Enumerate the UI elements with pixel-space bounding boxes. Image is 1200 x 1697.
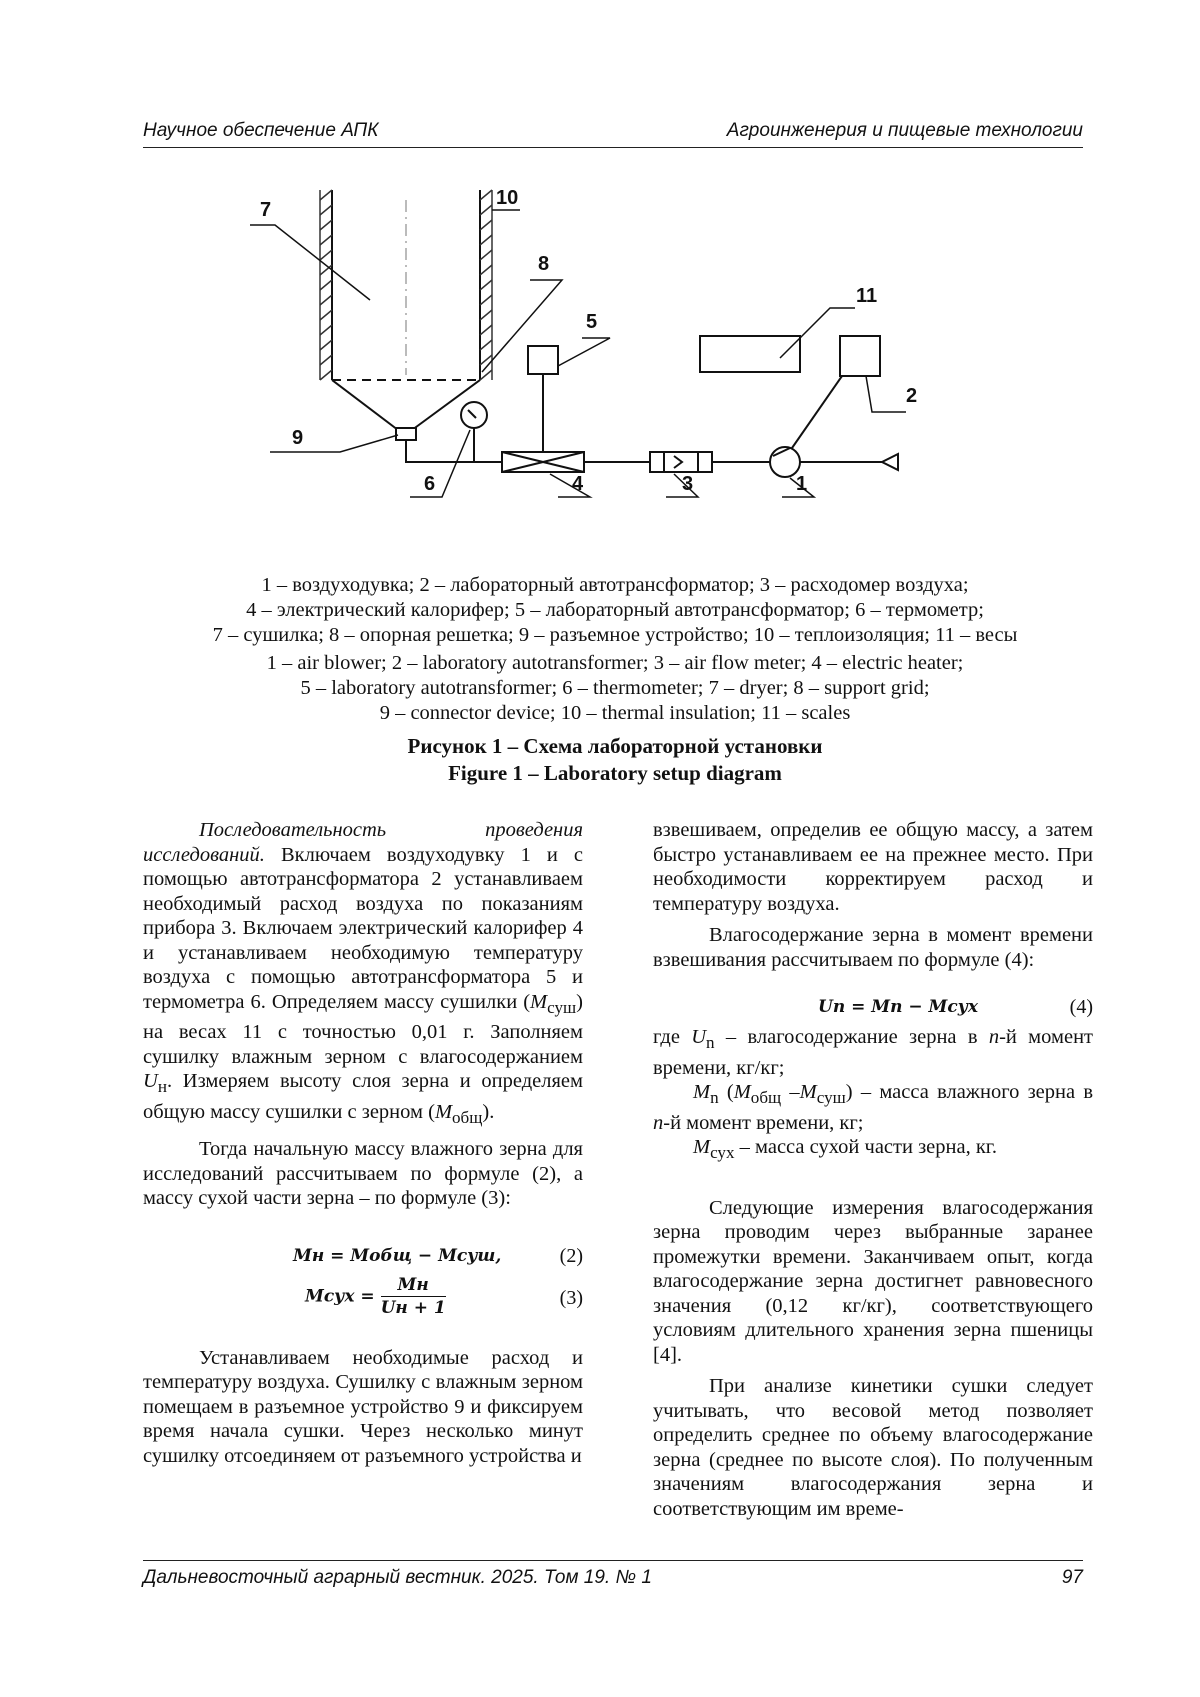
- running-header: [143, 120, 1083, 148]
- legend-ru-line: 1 – воздуходувка; 2 – лабораторный автотрансформатор; 3 – расходомер воздуха;: [261, 574, 969, 596]
- symbol: U: [143, 1070, 158, 1093]
- equation-2: [143, 1240, 583, 1274]
- electric-heater: [502, 373, 584, 472]
- header-journal-section: Научное обеспечение АПК: [143, 120, 379, 141]
- text-run: – влагосодержание зерна в: [714, 1026, 989, 1048]
- air-inlet-arrow: [882, 454, 898, 470]
- right-column: [653, 818, 1093, 1528]
- paragraph: Влагосодержание зерна в момент времени взвешивания рассчитываем по формуле (4):: [653, 924, 1093, 971]
- paragraph: взвешиваем, определив ее общую массу, а затем быстро устанавливаем ее на прежнее место. При необходимости корректируем расход и температуру воздуха.: [653, 819, 1093, 915]
- symbol: M: [530, 990, 548, 1013]
- paragraph: Устанавливаем необходимые расход и температуру воздуха. Сушилку с влажным зерном помещаем в разъемное устройство 9 и фиксируем время начала сушки. Через несколько минут сушилку отсоединяем от разъемного устройства и: [143, 1346, 583, 1467]
- legend-ru-line: 4 – электрический калорифер; 5 – лабораторный автотрансформатор; 6 – термометр;: [246, 599, 984, 621]
- header-topic: Агроинженерия и пищевые технологии: [726, 120, 1083, 141]
- legend-en-line: 9 – connector device; 10 – thermal insulation; 11 – scales: [379, 702, 851, 724]
- label-11: 11: [856, 285, 878, 307]
- label-9: 9: [292, 427, 304, 449]
- symbol: n: [653, 1111, 664, 1134]
- symbol: U: [691, 1026, 707, 1048]
- text-run: –: [781, 1081, 800, 1104]
- paragraph: Тогда начальную массу влажного зерна для исследований рассчитываем по формуле (2), а массу сухой части зерна – по формуле (3):: [143, 1138, 583, 1210]
- autotransformer-2: [840, 336, 880, 376]
- autotransformer-5: [528, 346, 558, 374]
- footer-citation: Дальневосточный аграрный вестник. 2025. Том 19. № 1: [143, 1567, 652, 1588]
- equation-number: (3): [559, 1286, 583, 1309]
- text-run: ) на весах 11 с точностью 0,01 г. Заполняем сушилку влажным зерном с влагосодержанием: [143, 990, 583, 1068]
- text-run: -й момент времени, кг/кг;: [653, 1026, 1093, 1079]
- text-run: -й момент времени, кг;: [663, 1111, 864, 1134]
- symbol-sub: общ: [750, 1088, 782, 1108]
- thermometer: [461, 402, 487, 462]
- equation-4-expr: Un = Mn − Mсух: [818, 997, 978, 1017]
- label-2: 2: [906, 385, 918, 407]
- label-6: 6: [424, 473, 436, 495]
- figure-caption-ru: Рисунок 1 – Схема лабораторной установки: [407, 734, 823, 758]
- text-run: . Измеряем высоту слоя зерна и определяем общую массу сушилки с зерном (: [143, 1070, 583, 1123]
- equation-number: (4): [1069, 996, 1093, 1018]
- definition-line: [653, 1025, 1093, 1080]
- text-run: ) – масса влажного зерна в: [845, 1081, 1094, 1104]
- equation-3-denominator: Uн + 1: [380, 1297, 446, 1318]
- air-flow-meter: [650, 452, 712, 472]
- legend-russian: [130, 573, 1100, 648]
- legend-ru-line: 7 – сушилка; 8 – опорная решетка; 9 – разъемное устройство; 10 – теплоизоляция; 11 – весы: [212, 624, 1018, 646]
- symbol-sub: суш: [816, 1088, 846, 1108]
- page-number: 97: [1061, 1567, 1083, 1588]
- text-run: ).: [482, 1100, 495, 1123]
- symbol: n: [988, 1026, 1000, 1048]
- symbol-sub: n: [706, 1033, 715, 1053]
- symbol: M: [799, 1081, 817, 1104]
- equation-number: (2): [559, 1244, 583, 1267]
- equation-4: [653, 991, 1093, 1025]
- equation-3: [143, 1274, 583, 1324]
- label-1: 1: [796, 473, 808, 495]
- legend-en-line: 1 – air blower; 2 – laboratory autotransformer; 3 – air flow meter; 4 – electric heater;: [266, 652, 964, 674]
- figure-caption: [130, 733, 1100, 787]
- symbol-sub: сух: [710, 1143, 735, 1163]
- text-run: (: [718, 1081, 734, 1104]
- equation-3-numerator: Mн: [381, 1274, 446, 1297]
- symbol: M: [693, 1081, 711, 1104]
- label-7: 7: [260, 199, 272, 221]
- label-3: 3: [682, 473, 694, 495]
- paragraph: [143, 818, 583, 1130]
- paragraph: При анализе кинетики сушки следует учитывать, что весовой метод позволяет определить среднее по объему влагосодержание зерна (среднее по высоте слоя). По полученным значениям влагосодержания зерна и соответствующим им време-: [653, 1375, 1093, 1520]
- running-footer: [143, 1560, 1083, 1589]
- symbol: M: [693, 1136, 711, 1159]
- symbol: M: [733, 1081, 751, 1104]
- connector-device: [396, 428, 416, 440]
- left-column: [143, 818, 583, 1475]
- symbol-sub: суш: [547, 997, 577, 1017]
- paragraph: Следующие измерения влагосодержания зерна проводим через выбранные заранее промежутки времени. Заканчиваем опыт, когда влагосодержание зерна достигнет равновесного значения (0,12 кг/кг), соответствующего условиям длительного хранения зерна пшеницы [4].: [653, 1196, 1093, 1366]
- equation-3-lhs: Mсух =: [305, 1286, 375, 1307]
- symbol-sub: n: [710, 1088, 719, 1108]
- equation-2-expr: Mн = Mобщ − Mсуш,: [293, 1245, 502, 1266]
- legend-english: [130, 651, 1100, 726]
- legend-en-line: 5 – laboratory autotransformer; 6 – thermometer; 7 – dryer; 8 – support grid;: [300, 677, 930, 699]
- variable-definitions: [653, 1025, 1093, 1166]
- label-5: 5: [586, 311, 598, 333]
- blower-to-autotransformer-wire: [792, 376, 842, 448]
- definition-line: [653, 1135, 1093, 1166]
- figure-caption-en: Figure 1 – Laboratory setup diagram: [448, 761, 782, 785]
- label-8: 8: [538, 253, 550, 275]
- definition-line: [653, 1080, 1093, 1135]
- air-pipe: [406, 440, 882, 462]
- label-4: 4: [572, 473, 584, 495]
- setup-diagram: [260, 187, 930, 560]
- symbol-sub: общ: [452, 1107, 483, 1127]
- text-run: Включаем воздуходувку 1 и с помощью автотрансформатора 2 устанавливаем необходимый расход воздуха по показаниям прибора 3. Включаем электрический калорифер 4 и устанавливаем необходимую температуру воздуха с помощью автотрансформатора 5 и термометра 6. Определяем массу сушилки (: [143, 843, 583, 1013]
- text-run: где: [653, 1026, 692, 1048]
- section-lead: Последовательность проведения исследований.: [143, 819, 583, 866]
- text-run: – масса сухой части зерна, кг.: [734, 1136, 998, 1159]
- symbol: M: [434, 1100, 453, 1123]
- label-10: 10: [496, 187, 519, 209]
- symbol-sub: н: [157, 1077, 167, 1097]
